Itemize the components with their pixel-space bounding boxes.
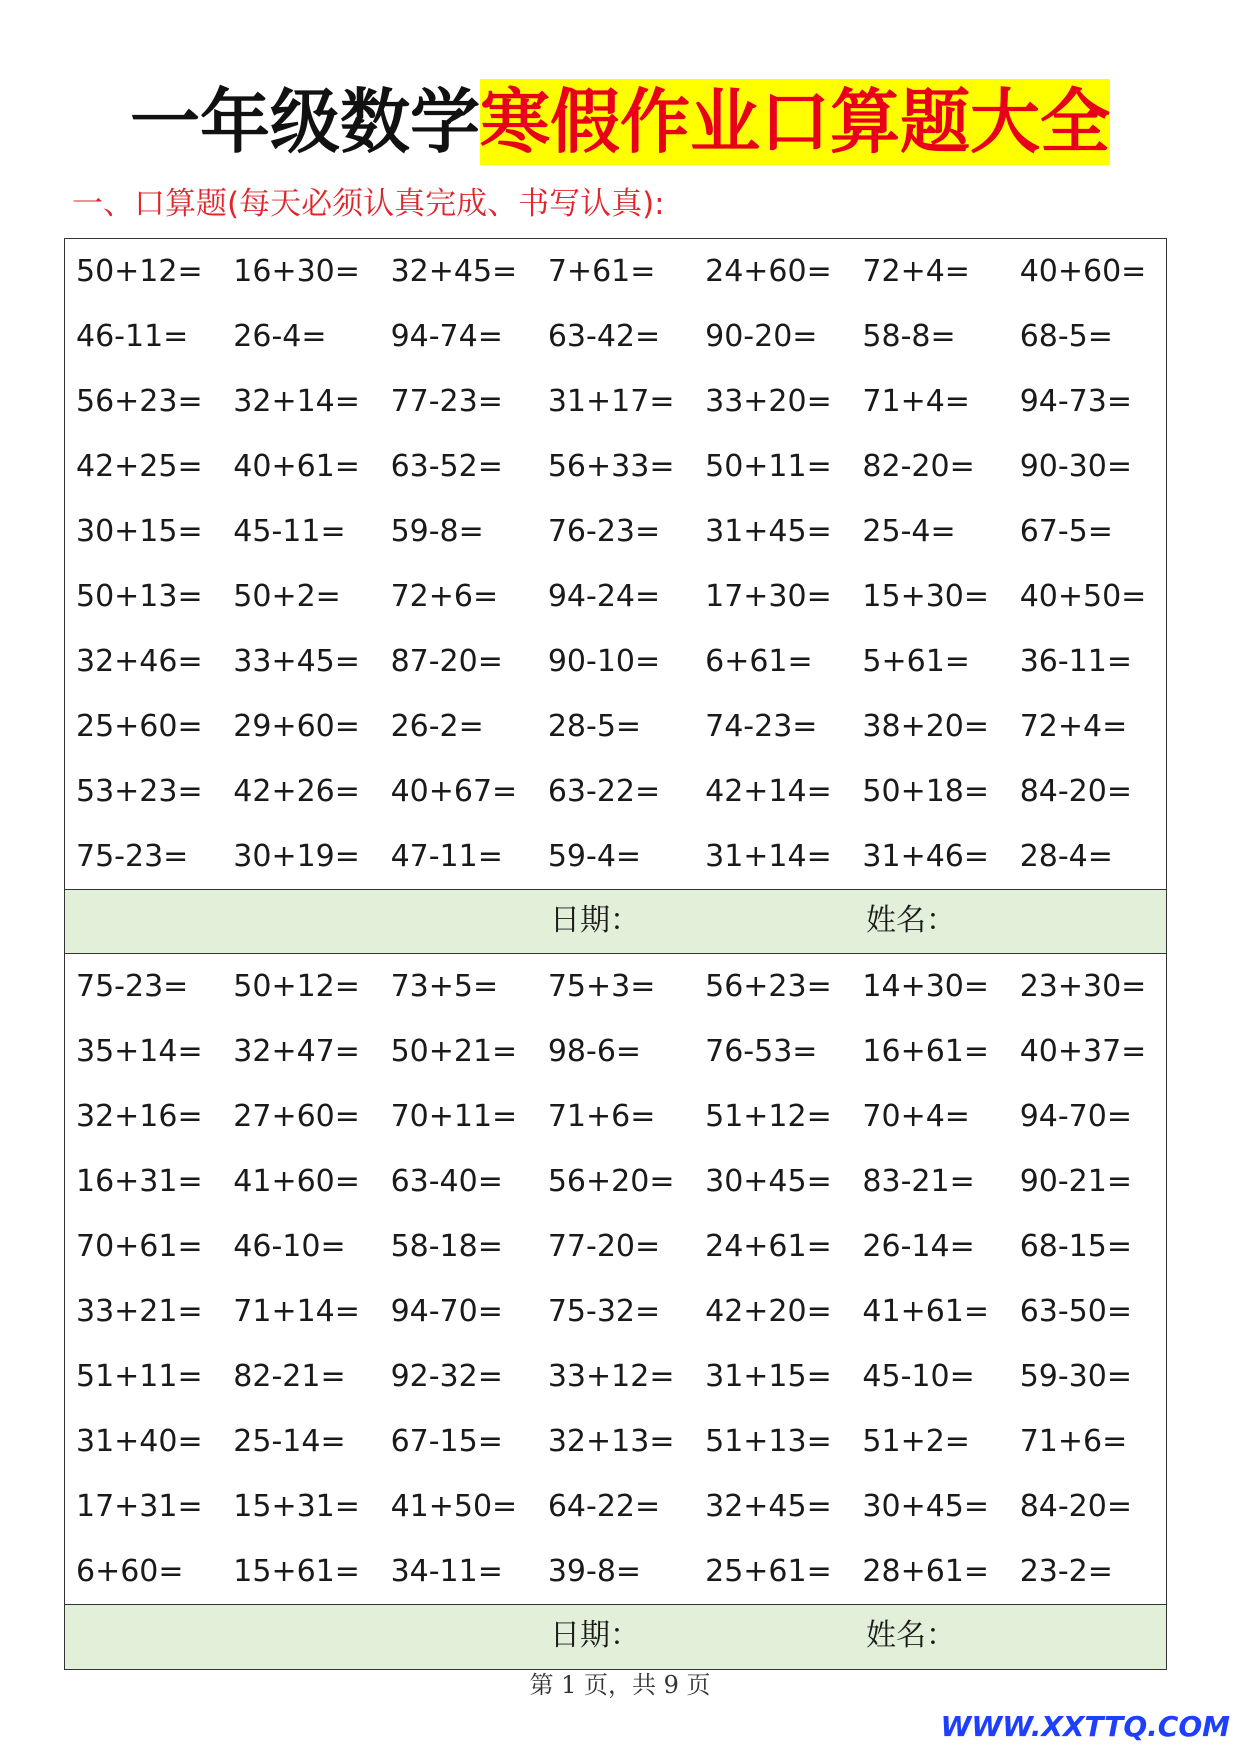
problem-cell: 63-52= — [390, 449, 503, 484]
problem-cell: 63-22= — [547, 774, 661, 809]
problem-row — [65, 1149, 1166, 1214]
problem-cell: 30+15= — [76, 514, 203, 549]
problem-cell: 74-23= — [705, 709, 818, 744]
problem-cell: 17+30= — [705, 579, 832, 614]
problem-row — [65, 499, 1166, 564]
problem-cell: 94-70= — [1019, 1099, 1132, 1134]
problem-cell: 84-20= — [1019, 1489, 1132, 1524]
problem-cell: 75-23= — [76, 969, 189, 1004]
problem-cell: 63-42= — [547, 319, 661, 354]
problem-cell: 64-22= — [547, 1489, 661, 1524]
problem-cell: 71+6= — [547, 1099, 656, 1134]
problem-cell: 31+14= — [705, 839, 832, 874]
problem-cell: 41+50= — [390, 1489, 518, 1524]
problem-cell: 28-5= — [547, 709, 642, 744]
problem-cell: 45-10= — [862, 1359, 975, 1394]
problem-cell: 50+12= — [76, 254, 203, 289]
problem-cell: 94-74= — [390, 319, 503, 354]
problem-cell: 71+4= — [862, 384, 970, 419]
exercise-sheet — [64, 238, 1167, 1670]
problem-cell: 14+30= — [862, 969, 990, 1004]
problem-row — [65, 694, 1166, 759]
problem-cell: 58-8= — [862, 319, 956, 354]
problem-cell: 26-14= — [862, 1229, 975, 1264]
problem-cell: 42+14= — [705, 774, 832, 809]
problem-cell: 40+37= — [1019, 1034, 1147, 1069]
problem-cell: 90-10= — [547, 644, 661, 679]
problem-cell: 72+6= — [390, 579, 499, 614]
problem-cell: 25+61= — [705, 1554, 832, 1589]
problem-cell: 59-8= — [390, 514, 484, 549]
problem-cell: 23-2= — [1019, 1554, 1113, 1589]
problem-row — [65, 564, 1166, 629]
problem-cell: 90-21= — [1019, 1164, 1132, 1199]
problem-cell: 30+45= — [862, 1489, 990, 1524]
problem-row — [65, 629, 1166, 694]
problem-cell: 71+14= — [233, 1294, 360, 1329]
problem-cell: 42+25= — [76, 449, 203, 484]
problem-cell: 76-53= — [705, 1034, 818, 1069]
problem-cell: 32+45= — [705, 1489, 832, 1524]
problem-cell: 32+46= — [76, 644, 203, 679]
problem-row — [65, 1214, 1166, 1279]
problem-row — [65, 434, 1166, 499]
problem-cell: 68-5= — [1019, 319, 1113, 354]
problem-cell: 7+61= — [547, 254, 656, 289]
problem-cell: 75-32= — [547, 1294, 661, 1329]
problem-cell: 32+16= — [76, 1099, 203, 1134]
problem-cell: 32+47= — [233, 1034, 360, 1069]
problem-cell: 98-6= — [547, 1034, 642, 1069]
problem-row — [65, 1344, 1166, 1409]
problem-row — [65, 369, 1166, 434]
problem-cell: 6+61= — [705, 644, 813, 679]
problem-cell: 82-21= — [233, 1359, 346, 1394]
exercise-block — [65, 239, 1166, 954]
problem-cell: 40+60= — [1019, 254, 1147, 289]
problem-cell: 40+67= — [390, 774, 518, 809]
problem-cell: 90-30= — [1019, 449, 1132, 484]
problem-cell: 72+4= — [1019, 709, 1128, 744]
problem-cell: 26-2= — [390, 709, 484, 744]
problem-row — [65, 824, 1166, 889]
problem-cell: 94-73= — [1019, 384, 1132, 419]
problem-cell: 24+61= — [705, 1229, 832, 1264]
problem-cell: 77-20= — [547, 1229, 661, 1264]
problem-cell: 75+3= — [547, 969, 656, 1004]
date-label: 日期： — [550, 1618, 640, 1653]
problem-cell: 51+12= — [705, 1099, 832, 1134]
date-label: 日期： — [550, 903, 640, 938]
problem-cell: 32+45= — [390, 254, 518, 289]
problem-cell: 73+5= — [390, 969, 499, 1004]
problem-cell: 83-21= — [862, 1164, 975, 1199]
problem-cell: 53+23= — [76, 774, 203, 809]
problem-cell: 42+26= — [233, 774, 360, 809]
problem-cell: 41+60= — [233, 1164, 360, 1199]
problem-cell: 67-5= — [1019, 514, 1113, 549]
problem-cell: 26-4= — [233, 319, 327, 354]
problem-cell: 35+14= — [76, 1034, 203, 1069]
problem-row — [65, 239, 1166, 304]
problem-row — [65, 1019, 1166, 1084]
exercise-block — [65, 954, 1166, 1669]
problem-cell: 67-15= — [390, 1424, 503, 1459]
problem-cell: 63-40= — [390, 1164, 503, 1199]
problem-cell: 51+11= — [76, 1359, 203, 1394]
problem-row — [65, 1539, 1166, 1604]
problem-cell: 41+61= — [862, 1294, 990, 1329]
problem-cell: 68-15= — [1019, 1229, 1132, 1264]
problem-cell: 16+61= — [862, 1034, 990, 1069]
problem-cell: 29+60= — [233, 709, 360, 744]
title-part-highlighted: 寒假作业口算题大全 — [480, 81, 1110, 163]
problem-cell: 42+20= — [705, 1294, 832, 1329]
problem-row — [65, 759, 1166, 824]
problem-cell: 31+40= — [76, 1424, 203, 1459]
problem-cell: 63-50= — [1019, 1294, 1132, 1329]
problem-row — [65, 954, 1166, 1019]
problem-cell: 84-20= — [1019, 774, 1132, 809]
document-title — [0, 74, 1240, 170]
problem-cell: 94-24= — [547, 579, 661, 614]
problem-cell: 72+4= — [862, 254, 970, 289]
problem-cell: 58-18= — [390, 1229, 503, 1264]
problem-cell: 31+15= — [705, 1359, 832, 1394]
date-name-row — [65, 889, 1166, 954]
problem-cell: 87-20= — [390, 644, 503, 679]
problem-row — [65, 304, 1166, 369]
problem-cell: 51+13= — [705, 1424, 832, 1459]
problem-cell: 70+4= — [862, 1099, 970, 1134]
page-number: 第 1 页，共 9 页 — [529, 1671, 711, 1699]
problem-cell: 56+23= — [705, 969, 832, 1004]
problem-cell: 31+46= — [862, 839, 990, 874]
problem-cell: 30+19= — [233, 839, 360, 874]
problem-cell: 33+21= — [76, 1294, 203, 1329]
problem-cell: 28-4= — [1019, 839, 1113, 874]
date-name-row — [65, 1604, 1166, 1669]
problem-cell: 38+20= — [862, 709, 990, 744]
problem-cell: 31+45= — [705, 514, 832, 549]
problem-cell: 36-11= — [1019, 644, 1132, 679]
problem-cell: 92-32= — [390, 1359, 503, 1394]
problem-cell: 45-11= — [233, 514, 346, 549]
problem-cell: 16+30= — [233, 254, 360, 289]
problem-cell: 33+12= — [547, 1359, 675, 1394]
problem-cell: 23+30= — [1019, 969, 1147, 1004]
name-label: 姓名： — [866, 1618, 956, 1653]
problem-cell: 25-4= — [862, 514, 956, 549]
problem-cell: 47-11= — [390, 839, 503, 874]
problem-cell: 50+12= — [233, 969, 360, 1004]
problem-cell: 17+31= — [76, 1489, 203, 1524]
problem-cell: 25+60= — [76, 709, 203, 744]
problem-cell: 16+31= — [76, 1164, 203, 1199]
problem-cell: 24+60= — [705, 254, 832, 289]
problem-row — [65, 1084, 1166, 1149]
problem-cell: 46-10= — [233, 1229, 346, 1264]
problem-row — [65, 1279, 1166, 1344]
problem-cell: 76-23= — [547, 514, 661, 549]
problem-cell: 33+20= — [705, 384, 832, 419]
problem-row — [65, 1409, 1166, 1474]
problem-cell: 31+17= — [547, 384, 675, 419]
name-label: 姓名： — [866, 903, 956, 938]
problem-cell: 30+45= — [705, 1164, 832, 1199]
problem-cell: 34-11= — [390, 1554, 503, 1589]
problem-cell: 15+31= — [233, 1489, 360, 1524]
problem-cell: 50+21= — [390, 1034, 518, 1069]
problem-cell: 70+11= — [390, 1099, 518, 1134]
problem-cell: 75-23= — [76, 839, 189, 874]
problem-cell: 50+13= — [76, 579, 203, 614]
problem-cell: 40+61= — [233, 449, 360, 484]
problem-cell: 59-4= — [547, 839, 642, 874]
problem-cell: 56+33= — [547, 449, 675, 484]
problem-cell: 32+13= — [547, 1424, 675, 1459]
problem-cell: 15+61= — [233, 1554, 360, 1589]
problem-cell: 90-20= — [705, 319, 818, 354]
problem-cell: 51+2= — [862, 1424, 970, 1459]
problem-cell: 56+20= — [547, 1164, 675, 1199]
problem-cell: 5+61= — [862, 644, 970, 679]
problem-cell: 6+60= — [76, 1554, 184, 1589]
problem-cell: 50+11= — [705, 449, 832, 484]
problem-cell: 50+2= — [233, 579, 341, 614]
problem-cell: 25-14= — [233, 1424, 346, 1459]
problem-cell: 27+60= — [233, 1099, 360, 1134]
problem-cell: 39-8= — [547, 1554, 642, 1589]
problem-cell: 82-20= — [862, 449, 975, 484]
problem-cell: 50+18= — [862, 774, 990, 809]
problem-cell: 94-70= — [390, 1294, 503, 1329]
problem-cell: 32+14= — [233, 384, 360, 419]
problem-cell: 70+61= — [76, 1229, 203, 1264]
title-part-grade: 一年级数学 — [130, 81, 480, 163]
problem-cell: 77-23= — [390, 384, 503, 419]
problem-row — [65, 1474, 1166, 1539]
problem-cell: 59-30= — [1019, 1359, 1132, 1394]
site-watermark: WWW.XXTTQ.COM — [940, 1710, 1230, 1743]
problem-cell: 46-11= — [76, 319, 189, 354]
problem-cell: 28+61= — [862, 1554, 990, 1589]
section-heading: 一、口算题(每天必须认真完成、书写认真): — [72, 186, 665, 222]
problem-cell: 40+50= — [1019, 579, 1147, 614]
problem-cell: 71+6= — [1019, 1424, 1128, 1459]
problem-cell: 33+45= — [233, 644, 360, 679]
problem-cell: 15+30= — [862, 579, 990, 614]
problem-cell: 56+23= — [76, 384, 203, 419]
